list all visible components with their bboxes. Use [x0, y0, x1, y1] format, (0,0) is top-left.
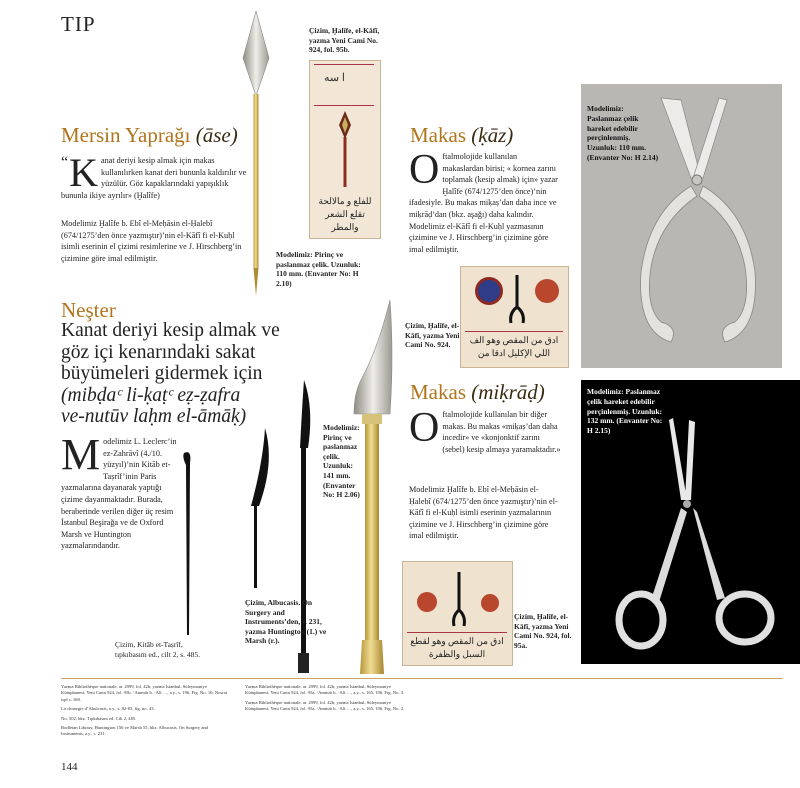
makas2-paragraph2: Modelimiz Ḫalîfe b. Ebî el-Meḥāsin el-Ḥalebî (674/1275’den önce yazmıştır)’nin el-Kāfî fi el-Kuḥl isimli eserinin yazmalarının çizimine ve J. Hirschberg’in çizimine göre imal edilmiştir. — [409, 485, 558, 541]
nester-subtitle-italic1: (mibḍaᶜ li-ḳaṭᶜ eẓ-ẓafra — [61, 384, 241, 406]
makas2-photo — [581, 380, 800, 664]
manuscript-scissors-drawing — [507, 273, 527, 329]
nester-subtitle-line2: göz içi kenarındaki sakat — [61, 341, 256, 363]
manuscript2-circle-left — [417, 592, 437, 612]
makas1-manuscript — [460, 266, 569, 368]
lancet-blade — [243, 11, 269, 96]
mersin-title-text: Mersin Yaprağı — [61, 123, 191, 147]
makas2-title — [410, 380, 545, 404]
footnote-left-4: Bodleian Library, Huntington 156 ve Marsh 55, bkz. Albucasis. On Surgery and Instruments, a.y., s. 231. — [61, 725, 208, 737]
makas1-photo — [581, 84, 782, 368]
mersin-paragraph1-text: anat deriyi kesip almak için makas kullanılırken kanat deri bununla kaldırılır ve yüzülür. Göz kapaklarındaki yapışıklık bununla ikiye ayrılır» (Ḫalîfe) — [61, 156, 247, 200]
footnote-left-1: Yazma Bibliothèque nationale, ar. 2999, fol. 42b; yazma İstanbul, Süleymaniye Kütüphanesi, Yeni Cami 924, fol. 95b. ‘Ammār b. ‘Alī …, a.y., s. 196, Fig. No. 10; Nosrat ispl s. 168. — [61, 684, 228, 702]
lancet-tip — [254, 268, 259, 296]
footnote-left-2: La chirurgie d’Abulcasis, a.y., s. 82-83, fig. no. 43. — [61, 706, 155, 712]
makas2-title-term: (miḳrāḍ) — [471, 380, 545, 404]
makas2-scissors — [611, 400, 791, 660]
nester-title: Neşter — [61, 298, 116, 322]
page-number: 144 — [61, 761, 78, 773]
nester-model-caption: Modelimiz: Pirinç ve paslanmaz çelik. Uzunluk: 141 mm. (Envanter No: H 2.06) — [323, 423, 360, 500]
drop-cap-o1: O — [409, 147, 440, 193]
mersin-manuscript — [309, 60, 381, 239]
footnotes-right — [245, 684, 415, 713]
kitab-caption — [115, 640, 205, 659]
section-header: TIP — [61, 12, 96, 36]
nester-subtitle-italic2: ve-nutūv laḥm el-āmāḳ) — [61, 406, 247, 427]
lancet-handle — [254, 94, 259, 268]
nester-subtitle — [61, 320, 321, 428]
kitab-drawing — [170, 445, 210, 645]
knife-blade — [354, 300, 392, 414]
makas1-manuscript-text: ادق من المقص وهو الف اللي الإكليل ادقا من — [465, 331, 563, 360]
kitab-caption-text: Çizim, Kitāb et-Taṣrîf, tıpkıbasım ed., cilt 2, s. 485. — [115, 640, 200, 659]
makas1-title-term: (ḳāz) — [471, 123, 514, 147]
manuscript-lancet-drawing — [335, 109, 355, 189]
albucasis-caption: Çizim, Albucasis. On Surgery and Instruments’den, s. 231, yazma Huntington (1.) ve Marsh (r.). — [245, 598, 327, 646]
drop-cap-k: K — [69, 150, 98, 195]
nester-paragraph-text: odelimiz L. Leclerc’in ez-Zahrāvî (4./10. yüzyıl)’nin Kitāb et-Taṣrîf’inin Paris yazmalarına dayanarak yaptığı çizime dayanmaktadır. Burada, beraberinde verilen diğer üç resim İstanbul Beşirağa ve de Oxford Marsh ve Huntington yazmalarındandır. — [61, 437, 177, 551]
mersin-paragraph1 — [61, 150, 251, 201]
mersin-title — [61, 123, 238, 147]
huntington-drawing — [245, 422, 280, 592]
makas2-drawing-caption: Çizim, Ḫalîfe, el-Kāfî, yazma Yeni Cami No. 924, fol. 95a. — [514, 612, 572, 650]
manuscript-circle-blue — [475, 277, 503, 305]
footnotes-left — [61, 684, 231, 738]
manuscript-arabic-text: للفلع و مالالحة تقلع الشعر والمطر — [318, 196, 372, 232]
manuscript-circle-red — [535, 279, 559, 303]
makas2-paragraph1 — [409, 405, 561, 455]
makas1-paragraph-text: ftalmolojide kullanılan makaslardan birisi; « kornea zarını toplamak (kesip almak) için» yazar Ḫalîfe (674/1275’den önce)’nin ifadesiyle. Bu makas miḳaṣ’dan daha ince ve miḳrāḍ’dan (bkz. aşağı) daha kalındır. Modelimiz el-Kāfî fi el-Kuḥl yazmasının çizimine ve J. Hirschberg’in çizimine göre imal edilmiştir. — [409, 152, 558, 254]
drop-cap-m: M — [61, 430, 101, 479]
drop-cap-o2: O — [409, 405, 440, 451]
makas1-photo-caption: Modelimiz: Paslanmaz çelik hareket edebilir perçinlenmiş. Uzunluk: 110 mm. (Envanter No: H 2.14) — [587, 104, 659, 162]
makas2-manuscript — [402, 561, 513, 666]
manuscript-header-text: ا سه — [324, 72, 345, 84]
makas2-photo-caption: Modelimiz: Paslanmaz çelik hareket edebilir perçinlenmiş. Uzunluk: 132 mm. (Envanter No: H 2.15) — [587, 387, 663, 436]
mersin-title-term: (āse) — [195, 123, 238, 147]
manuscript2-circle-right — [481, 594, 499, 612]
nester-paragraph — [61, 430, 181, 552]
knife-handle — [365, 424, 379, 640]
makas1-title — [410, 123, 513, 147]
footnote-left-3: No. 502, bkz. Tıpkıbasım ed. Cilt 2, 485. — [61, 715, 137, 721]
makas1-paragraph — [409, 147, 559, 255]
footer-rule — [61, 678, 783, 679]
mersin-drawing-caption: Çizim, Ḫalîfe, el-Kāfî, yazma Yeni Cami No. 924, fol. 95b. — [309, 26, 380, 55]
makas1-title-text: Makas — [410, 123, 466, 147]
nester-subtitle-line1: Kanat deriyi kesip almak ve — [61, 320, 280, 341]
makas2-manuscript-text: ادق من المقص وهو لقطع السبل والظفرة — [407, 632, 507, 661]
makas2-paragraph1-text: ftalmolojide kullanılan bir diğer makas. Bu makas «miḳaṣ’dan daha incedir» ve «konjonktif zarını (sebel) kesip almaya yaramaktadır.» — [442, 410, 561, 454]
mersin-model-caption: Modelimiz: Pirinç ve paslanmaz çelik. Uzunluk: 110 mm. (Envanter No: H 2.10) — [276, 250, 361, 288]
open-quote: “ — [61, 154, 69, 171]
knife-pommel — [360, 640, 384, 674]
makas2-title-text: Makas — [410, 380, 466, 404]
nester-subtitle-line3: büyümeleri gidermek için — [61, 363, 263, 384]
mersin-paragraph2: Modelimiz Ḫalîfe b. Ebî el-Meḥāsin el-Ḥalebî (674/1275’den önce yazmıştır)’nin el-Kāfî fi el-Kuḥl isimli eserinin el çizimi resimlerine ve J. Hirschberg’in çizimine göre imal edilmiştir. — [61, 219, 242, 263]
manuscript2-scissors-drawing — [448, 570, 470, 630]
footnote-right-1: Yazma Bibliothèque nationale, ar. 2999, fol. 42b; yazma İstanbul, Süleymaniye Kütüphanesi, Yeni Cami 924, fol. 95a. ‘Ammār b. ‘Alī …, a.y., s. 165, 196, Fig. No. 3. — [245, 684, 405, 696]
knife-bolster — [362, 414, 382, 424]
makas1-drawing-caption: Çizim, Ḫalîfe, el-Kāfî, yazma Yeni Cami No. 924. — [405, 321, 460, 350]
footnote-right-2: Yazma Bibliothèque nationale, ar. 2999, fol. 42b; yazma İstanbul, Süleymaniye Kütüphanesi, Yeni Cami 924, fol. 95a. ‘Ammār b. ‘Alī …, a.y., s. 165, 196, Fig. No. 2. — [245, 699, 405, 712]
